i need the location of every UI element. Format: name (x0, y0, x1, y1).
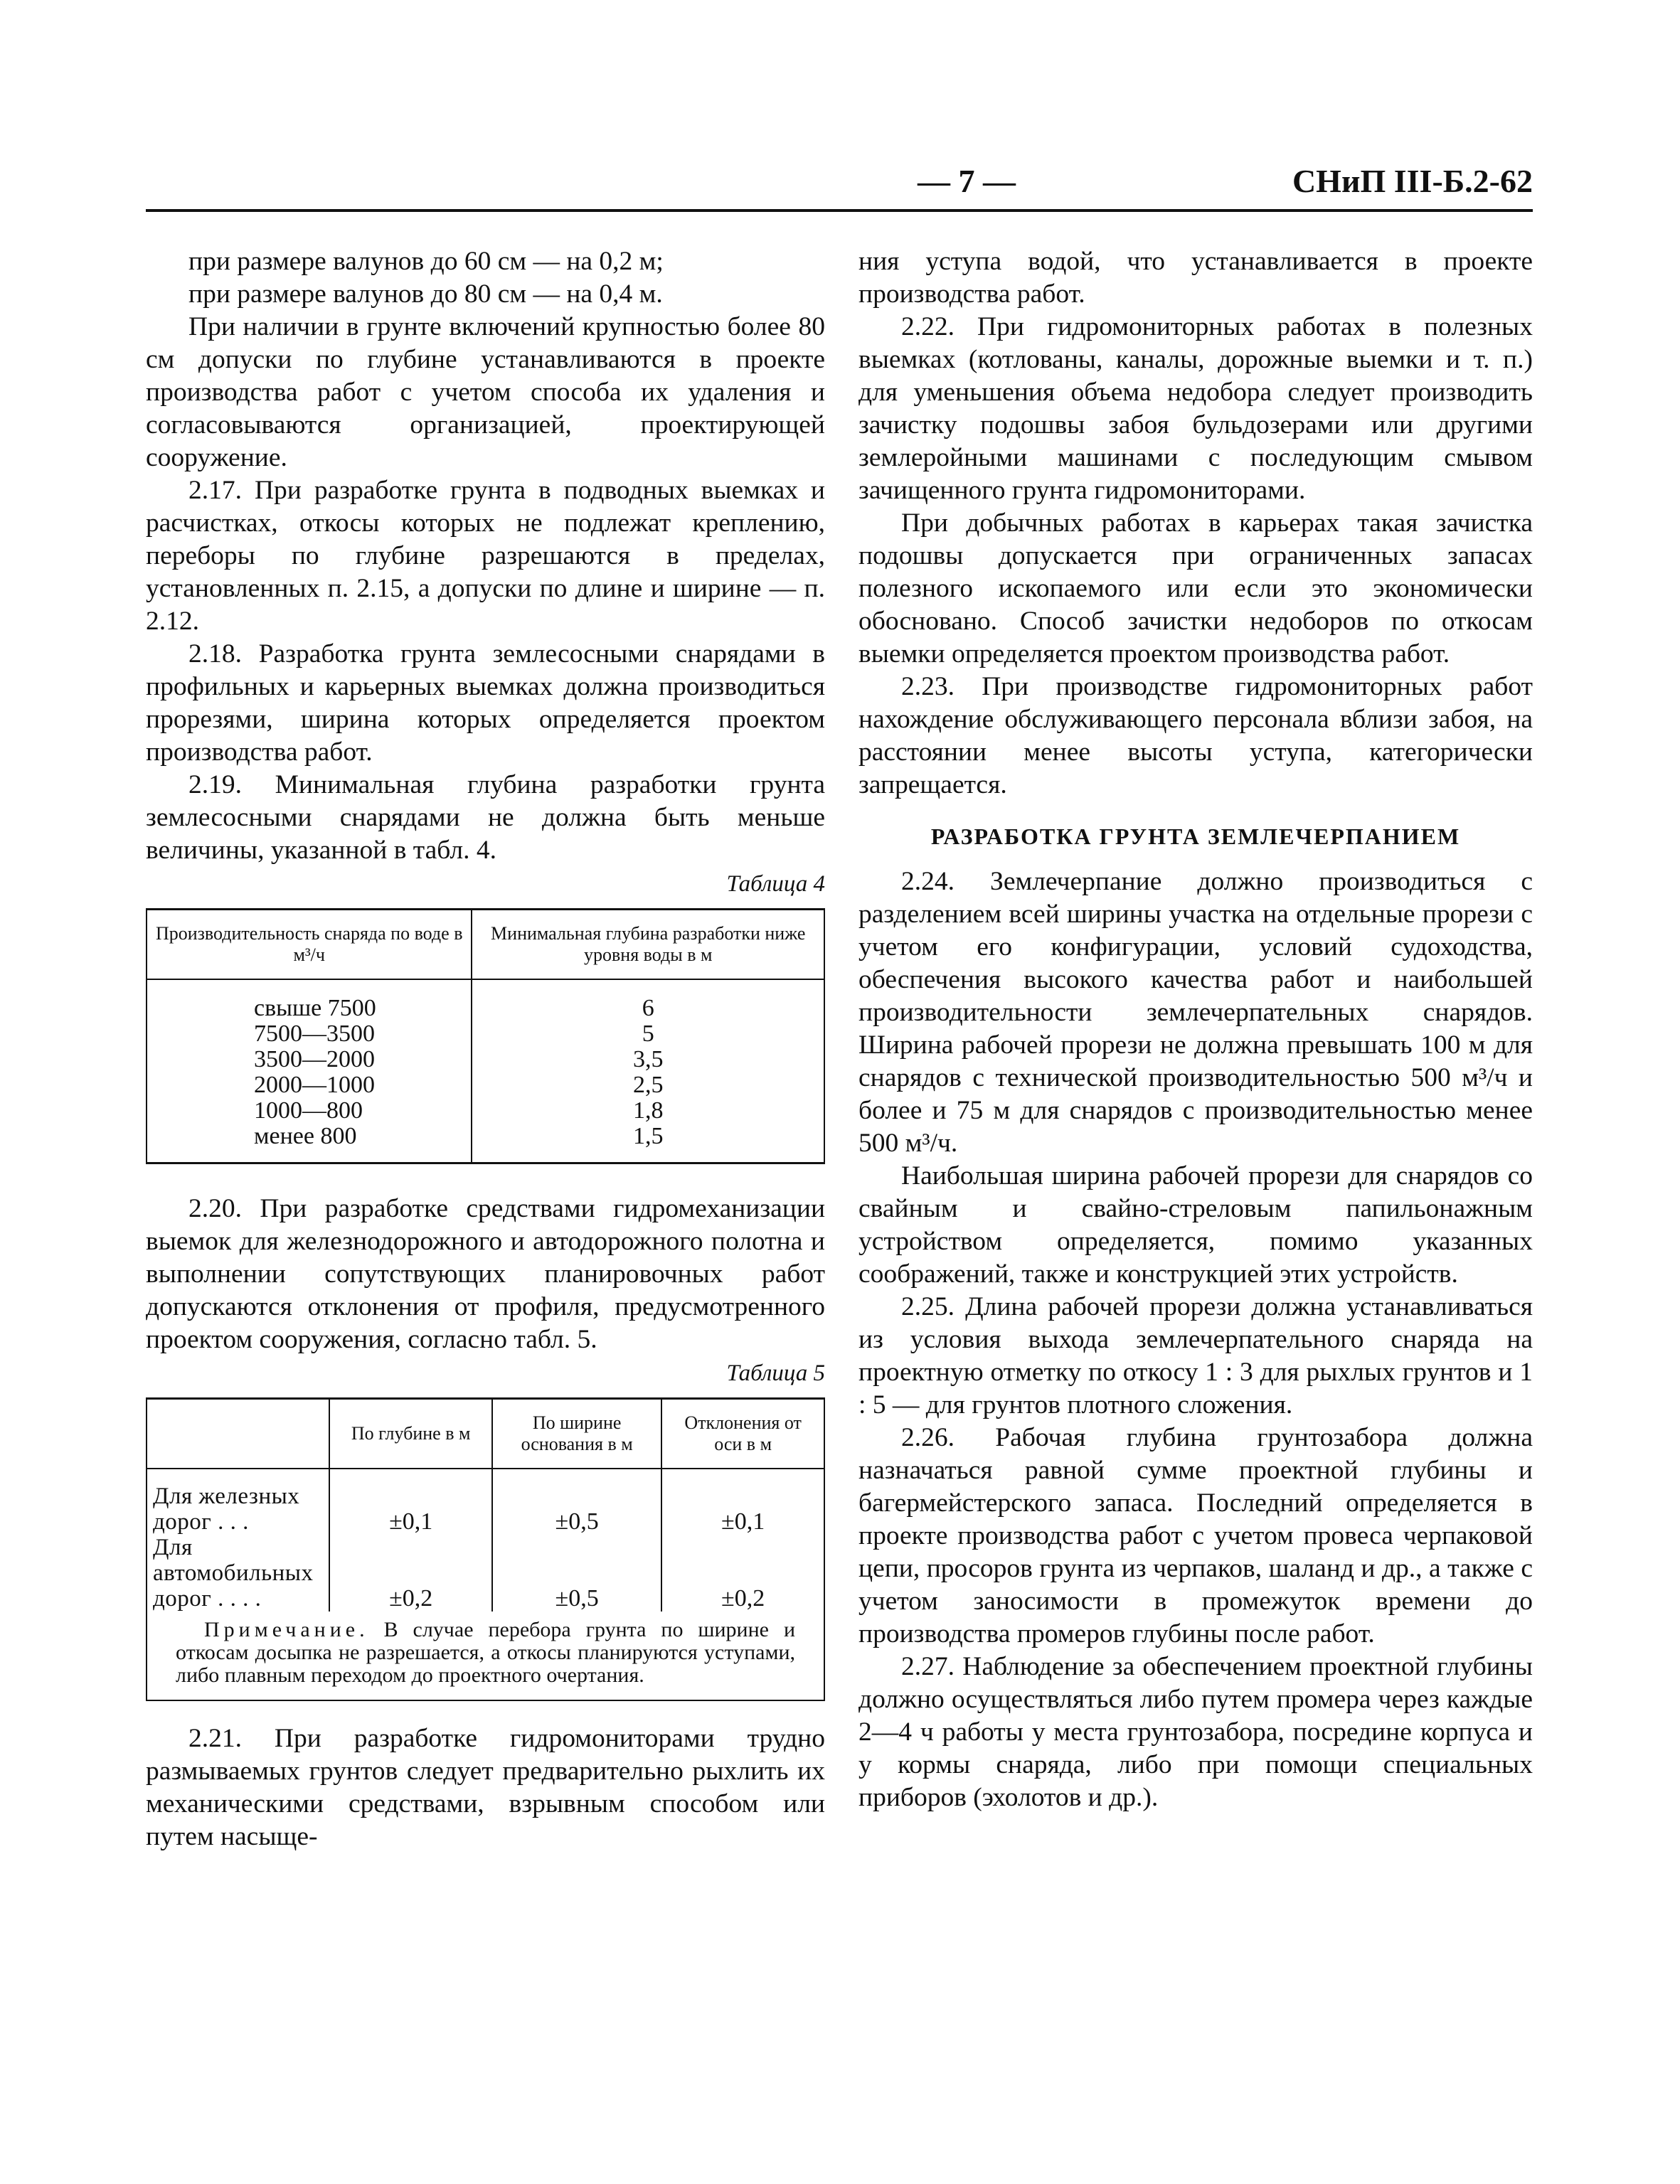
table-header-empty (147, 1399, 329, 1469)
clause-number: 2.18. (188, 639, 242, 668)
clause-number: 2.25. (901, 1292, 955, 1321)
table-cell-text: 6 (642, 995, 654, 1021)
document-code: СНиП III-Б.2-62 (1292, 163, 1533, 199)
paragraph: при размере валунов до 80 см — на 0,4 м. (188, 279, 663, 309)
clause-text: При разработке гидромониторами трудно размываемых грунтов следует предварительно рыхлить их механическими средствами, взрывным способом или путем насыще- (146, 1724, 825, 1851)
clause-2-26 (858, 1422, 1533, 1651)
table-cell: ±0,1 (661, 1469, 824, 1535)
table-cell (147, 979, 472, 1163)
clause-2-18 (146, 638, 825, 769)
header-rule (146, 209, 1533, 212)
clause-text: При разработке грунта в подводных выемках и расчистках, откосы которых не подлежат креплению, переборы по глубине разрешаются в пределах, установленных п. 2.15, а допуски по длине и ширине — п. 2.12. (146, 476, 825, 636)
table-cell: ±0,5 (492, 1469, 661, 1535)
clause-number: 2.20. (188, 1194, 242, 1223)
page-header (146, 162, 1533, 212)
table-header: Производительность снаряда по воде в м³/ч (147, 910, 472, 980)
table-header: Минимальная глубина разработки ниже уровня воды в м (472, 910, 824, 980)
paragraph: При наличии в грунте включений крупностью более 80 см допуски по глубине устанавливаются в проекте производства работ с учетом способа их удаления и согласовываются организацией, проектирующей сооружение. (146, 312, 825, 472)
note-title: Примечание. (204, 1618, 369, 1641)
table-cell-text: 1000—800 (254, 1097, 363, 1124)
clause-text: При гидромониторных работах в полезных выемках (котлованы, каналы, дорожные выемки и т. п.) для уменьшения объема недобора следует производить зачистку подошвы забоя бульдозерами или другими землеройными машинами с последующим смывом зачищенного грунта гидромониторами. (858, 312, 1533, 505)
page-number: — 7 — (918, 163, 1016, 199)
table-cell-text: 3,5 (632, 1046, 664, 1072)
table-5-caption: Таблица 5 (726, 1360, 825, 1386)
clause-2-23 (858, 671, 1533, 801)
table-cell: ±0,5 (492, 1535, 661, 1612)
paragraph: Наибольшая ширина рабочей прорези для снарядов со свайным и свайно-стреловым папильонажным устройством определяется, помимо указанных соображений, также и конструкцией этих устройств. (858, 1161, 1533, 1289)
table-note (147, 1612, 824, 1700)
clause-2-19 (146, 769, 825, 867)
clause-number: 2.21. (188, 1724, 242, 1753)
table-5 (146, 1397, 825, 1701)
table-row (147, 979, 824, 1163)
table-4-caption: Таблица 4 (726, 871, 825, 897)
clause-text: Землечерпание должно производиться с разделением всей ширины участка на отдельные прорези с учетом его конфигурации, условий судоходства, обеспечения высокого качества работ и наибольшей производительности землечерпательных снарядов. Ширина рабочей прорези не должна превышать 100 м для снарядов с технической производительностью 500 м³/ч и более и 75 м для снарядов с производительностью менее 500 м³/ч. (858, 867, 1533, 1158)
clause-2-17 (146, 474, 825, 638)
clause-2-27 (858, 1651, 1533, 1814)
clause-2-24 (858, 865, 1533, 1160)
paragraph: ния уступа водой, что устанавливается в проекте производства работ. (858, 247, 1533, 309)
table-cell: ±0,2 (329, 1535, 492, 1612)
note-text: В случае перебора грунта по ширине и откосам досыпка не разрешается, а откосы планируются уступами, либо плавным переходом до проектного очертания. (176, 1618, 795, 1687)
table-cell: ±0,1 (329, 1469, 492, 1535)
table-cell (472, 979, 824, 1163)
table-cell-text: 3500—2000 (254, 1046, 375, 1072)
table-row-label: Для железных дорог . . . (153, 1483, 300, 1535)
table-cell-text: 1,5 (632, 1123, 664, 1149)
clause-2-21 (146, 1722, 825, 1853)
table-cell-text: 2000—1000 (254, 1072, 375, 1098)
clause-2-25 (858, 1291, 1533, 1422)
clause-2-22 (858, 311, 1533, 507)
table-cell-text: 5 (642, 1021, 654, 1047)
table-row-label: Для автомобильных дорог . . . . (153, 1535, 314, 1612)
table-cell-text: 7500—3500 (254, 1021, 375, 1047)
table-4 (146, 908, 825, 1164)
paragraph: при размере валунов до 60 см — на 0,2 м; (188, 247, 664, 276)
clause-number: 2.26. (901, 1423, 955, 1452)
table-row (147, 1469, 824, 1535)
table-cell-text: менее 800 (254, 1123, 357, 1149)
clause-text: Наблюдение за обеспечением проектной глубины должно осуществляться либо путем промера через каждые 2—4 ч работы у места грунтозабора, посредине корпуса и у кормы снаряда, либо при помощи специальных приборов (эхолотов и др.). (858, 1652, 1533, 1812)
paragraph: При добычных работах в карьерах такая зачистка подошвы допускается при ограниченных запасах полезного ископаемого или если это экономически обосновано. Способ зачистки недоборов по откосам выемки определяется проектом производства работ. (858, 508, 1533, 668)
clause-text: При производстве гидромониторных работ нахождение обслуживающего персонала вблизи забоя, на расстоянии менее высоты уступа, категорически запрещается. (858, 672, 1533, 799)
table-header: По ширине основания в м (492, 1399, 661, 1469)
table-cell-text: свыше 7500 (254, 995, 376, 1021)
clause-number: 2.17. (188, 476, 242, 505)
table-row (147, 1535, 824, 1612)
clause-text: Разработка грунта землесосными снарядами в профильных и карьерных выемках должна производиться прорезями, ширина которых определяется проектом производства работ. (146, 639, 826, 767)
left-column (146, 245, 825, 1853)
table-cell: ±0,2 (661, 1535, 824, 1612)
clause-text: При разработке средствами гидромеханизации выемок для железнодорожного и автодорожного полотна и выполнении сопутствующих планировочных работ допускаются отклонения от профиля, предусмотренного проектом сооружения, согласно табл. 5. (146, 1194, 826, 1354)
clause-text: Рабочая глубина грунтозабора должна назначаться равной сумме проектной глубины и багермейстерского запаса. Последний определяется в проекте производства работ с учетом провеса черпаковой цепи, просоров грунта из черпаков, шаланд и др., а также с учетом заносимости в промежуток времени до производства промеров глубины после работ. (858, 1423, 1533, 1648)
clause-2-20 (146, 1193, 825, 1356)
clause-number: 2.23. (901, 672, 955, 701)
clause-number: 2.22. (901, 312, 955, 341)
clause-number: 2.24. (901, 867, 955, 896)
section-heading: РАЗРАБОТКА ГРУНТА ЗЕМЛЕЧЕРПАНИЕМ (930, 824, 1461, 849)
clause-text: Длина рабочей прорези должна устанавливаться из условия выхода землечерпательного снаряда на проектную отметку по откосу 1 : 3 для рыхлых грунтов и 1 : 5 — для грунтов плотного сложения. (858, 1292, 1533, 1419)
table-cell-text: 2,5 (632, 1072, 664, 1098)
table-cell-text: 1,8 (632, 1097, 664, 1124)
right-column (858, 245, 1533, 1814)
clause-number: 2.19. (188, 770, 242, 799)
table-header: Отклонения от оси в м (661, 1399, 824, 1469)
table-header: По глубине в м (329, 1399, 492, 1469)
clause-text: Минимальная глубина разработки грунта землесосными снарядами не должна быть меньше величины, указанной в табл. 4. (146, 770, 825, 865)
clause-number: 2.27. (901, 1652, 955, 1681)
